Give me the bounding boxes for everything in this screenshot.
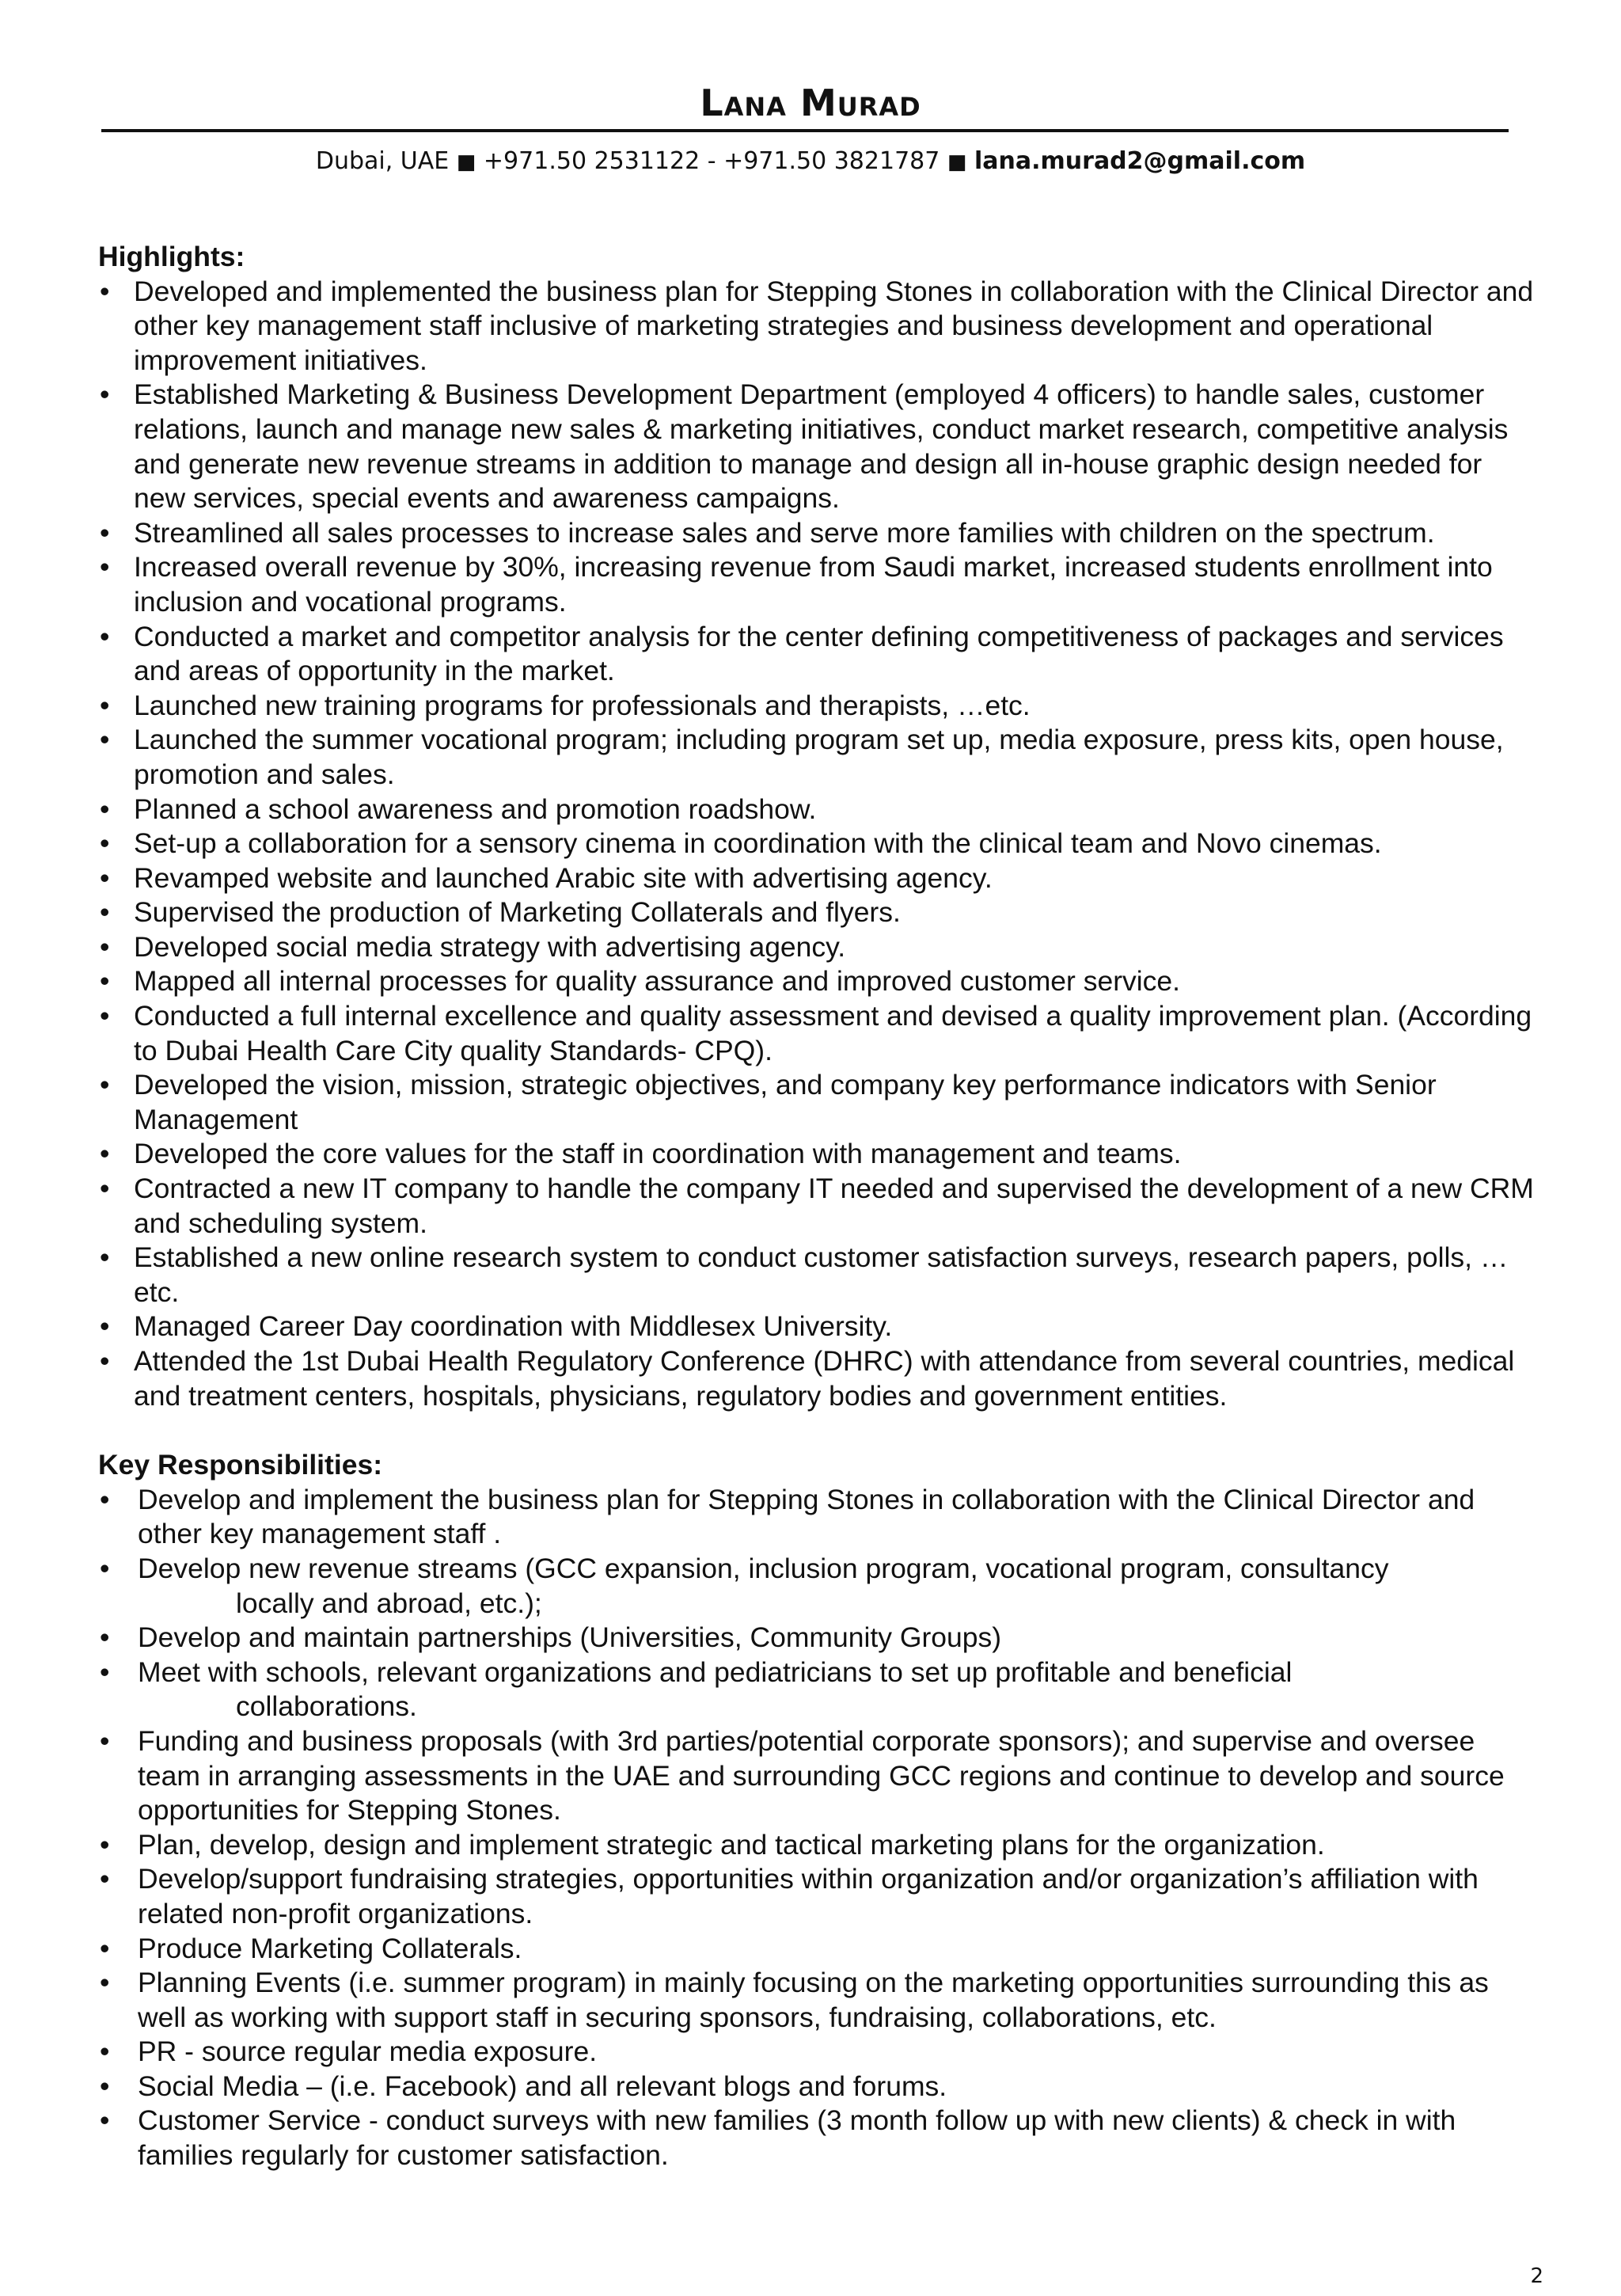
list-item-text: Produce Marketing Collaterals. [138, 1932, 522, 1964]
list-item-text: Funding and business proposals (with 3rd parties/potential corporate sponsors); and supervise and oversee team in arranging assessments in the UAE and surrounding GCC regions and continue to develop and source opportunities for Stepping Stones. [138, 1724, 1505, 1827]
bullet-icon: • [100, 620, 110, 652]
list-item-text: Develop and maintain partnerships (Universities, Community Groups) [138, 1621, 1002, 1654]
bullet-icon: • [100, 275, 110, 307]
list-item-text: Developed social media strategy with advertising agency. [134, 930, 846, 963]
bullet-icon: • [100, 1655, 110, 1688]
list-item [98, 827, 1539, 861]
list-item-text: Managed Career Day coordination with Middlesex University. [134, 1310, 893, 1343]
list-item-text: Set-up a collaboration for a sensory cinema in coordination with the clinical team and Novo cinemas. [134, 827, 1382, 860]
list-item [98, 930, 1539, 965]
email-address: lana.murad2@gmail.com [974, 147, 1306, 175]
list-item-text: Planning Events (i.e. summer program) in mainly focusing on the marketing opportunities surrounding this as well as working with support staff in securing sponsors, fundraising, collaborations, etc. [138, 1967, 1489, 2033]
list-item-text: Conducted a market and competitor analysis for the center defining competitiveness of packages and services and areas of opportunity in the market. [134, 620, 1504, 687]
list-item-text: Supervised the production of Marketing Collaterals and flyers. [134, 896, 901, 929]
bullet-icon: • [100, 551, 110, 584]
list-item [98, 1966, 1539, 2035]
bullet-icon: • [100, 965, 110, 998]
bullet-icon: • [100, 2104, 110, 2137]
bullet-icon: • [100, 1138, 110, 1170]
list-item [98, 1724, 1539, 1828]
bullet-icon: • [100, 1552, 110, 1584]
list-item [98, 1828, 1539, 1863]
bullet-icon: • [100, 1724, 110, 1757]
list-item-text: Streamlined all sales processes to increase sales and serve more families with children on the spectrum. [134, 516, 1435, 549]
list-item-text: Planned a school awareness and promotion roadshow. [134, 793, 817, 825]
list-item [98, 861, 1539, 896]
bullet-icon: • [100, 2036, 110, 2068]
bullet-icon: • [100, 861, 110, 894]
bullet-icon: • [100, 724, 110, 756]
responsibilities-list [98, 1483, 1539, 2173]
page-number: 2 [1530, 2264, 1543, 2288]
list-item [98, 793, 1539, 827]
list-item [98, 275, 1539, 378]
bullet-icon: • [100, 2070, 110, 2102]
bullet-icon: • [100, 1069, 110, 1101]
resume-content [98, 240, 1539, 2173]
candidate-name: Lana Murad [700, 82, 921, 124]
list-item-text: Social Media – (i.e. Facebook) and all relevant blogs and forums. [138, 2070, 947, 2102]
list-item-text: Conducted a full internal excellence and quality assessment and devised a quality improvement plan. (According to Dubai Health Care City quality Standards- CPQ). [134, 1000, 1532, 1066]
bullet-icon: • [100, 1967, 110, 1999]
bullet-icon: • [100, 1173, 110, 1205]
bullet-icon: • [100, 1932, 110, 1964]
list-item-text: Contracted a new IT company to handle the company IT needed and supervised the development of a new CRM and scheduling system. [134, 1173, 1534, 1239]
list-item [98, 1241, 1539, 1310]
list-item [98, 1310, 1539, 1344]
bullet-icon: • [100, 1241, 110, 1274]
bullet-icon: • [100, 689, 110, 721]
bullet-icon: • [100, 1000, 110, 1032]
bullet-icon: • [100, 827, 110, 860]
bullet-icon: • [100, 1310, 110, 1343]
header-rule [101, 129, 1509, 132]
bullet-icon: • [100, 1828, 110, 1861]
list-item [98, 1552, 1539, 1621]
list-item-text: Developed the core values for the staff in coordination with management and teams. [134, 1138, 1182, 1170]
phone-numbers: +971.50 2531122 - +971.50 3821787 [483, 147, 940, 175]
list-item-text: Established a new online research system to conduct customer satisfaction surveys, research papers, polls, …etc. [134, 1241, 1509, 1308]
list-item [98, 895, 1539, 930]
list-item [98, 2035, 1539, 2070]
bullet-icon: • [100, 793, 110, 825]
list-item [98, 1655, 1539, 1724]
list-item [98, 1932, 1539, 1967]
bullet-icon: • [100, 896, 110, 929]
list-item [98, 1483, 1539, 1552]
list-item [98, 964, 1539, 999]
bullet-icon: • [100, 1863, 110, 1895]
list-item-text: Revamped website and launched Arabic site with advertising agency. [134, 861, 993, 894]
bullet-icon: • [100, 378, 110, 411]
location: Dubai, UAE [315, 147, 450, 175]
list-item [98, 378, 1539, 515]
list-item [98, 689, 1539, 724]
list-item-continuation: collaborations. [236, 1690, 417, 1723]
list-item-text: Meet with schools, relevant organizations and pediatricians to set up profitable and beneficial [138, 1655, 1293, 1688]
list-item-text: Mapped all internal processes for quality assurance and improved customer service. [134, 965, 1181, 998]
list-item-text: Attended the 1st Dubai Health Regulatory Conference (DHRC) with attendance from several countries, medical and treatment centers, hospitals, physicians, regulatory bodies and government entities. [134, 1345, 1515, 1412]
list-item [98, 1172, 1539, 1241]
list-item [98, 999, 1539, 1068]
list-item [98, 550, 1539, 619]
highlights-list [98, 275, 1539, 1414]
bullet-icon: • [100, 516, 110, 549]
bullet-icon: • [100, 930, 110, 963]
list-item-text: Customer Service - conduct surveys with new families (3 month follow up with new clients) & check in with families regularly for customer satisfaction. [138, 2104, 1456, 2172]
bullet-icon: • [100, 1621, 110, 1654]
list-item [98, 723, 1539, 792]
list-item-text: Launched the summer vocational program; including program set up, media exposure, press kits, open house, promotion and sales. [134, 724, 1504, 790]
list-item-text: Increased overall revenue by 30%, increasing revenue from Saudi market, increased students enrollment into inclusion and vocational programs. [134, 551, 1493, 618]
list-item-text: Develop/support fundraising strategies, opportunities within organization and/or organization’s affiliation with related non-profit organizations. [138, 1863, 1479, 1929]
list-item-text: Develop new revenue streams (GCC expansion, inclusion program, vocational program, consultancy [138, 1552, 1389, 1584]
list-item-text: Launched new training programs for professionals and therapists, …etc. [134, 689, 1031, 721]
list-item [98, 1137, 1539, 1172]
separator-square: ■ [456, 150, 476, 174]
list-item [98, 620, 1539, 689]
highlights-heading: Highlights: [98, 241, 245, 272]
list-item-continuation: locally and abroad, etc.); [236, 1587, 542, 1619]
list-item-text: Developed the vision, mission, strategic objectives, and company key performance indicators with Senior Management [134, 1069, 1437, 1135]
list-item [98, 2104, 1539, 2172]
list-item-text: Developed and implemented the business plan for Stepping Stones in collaboration with the Clinical Director and other key management staff inclusive of marketing strategies and business development and operational improvement initiatives. [134, 275, 1534, 376]
list-item [98, 1621, 1539, 1655]
bullet-icon: • [100, 1345, 110, 1377]
list-item [98, 1862, 1539, 1931]
list-item [98, 516, 1539, 551]
list-item [98, 2070, 1539, 2104]
list-item [98, 1344, 1539, 1413]
list-item-text: PR - source regular media exposure. [138, 2036, 598, 2068]
contact-line [0, 144, 1621, 180]
separator-square: ■ [947, 150, 967, 174]
list-item [98, 1068, 1539, 1137]
list-item-text: Plan, develop, design and implement strategic and tactical marketing plans for the organization. [138, 1828, 1325, 1861]
responsibilities-heading: Key Responsibilities: [98, 1449, 383, 1481]
bullet-icon: • [100, 1483, 110, 1515]
list-item-text: Established Marketing & Business Development Department (employed 4 officers) to handle sales, customer relations, launch and manage new sales & marketing initiatives, conduct market research, competitive analysis and generate new revenue streams in addition to manage and design all in-house graphic design needed for new services, special events and awareness campaigns. [134, 378, 1509, 515]
list-item-text: Develop and implement the business plan for Stepping Stones in collaboration with the Clinical Director and other key management staff . [138, 1483, 1475, 1550]
